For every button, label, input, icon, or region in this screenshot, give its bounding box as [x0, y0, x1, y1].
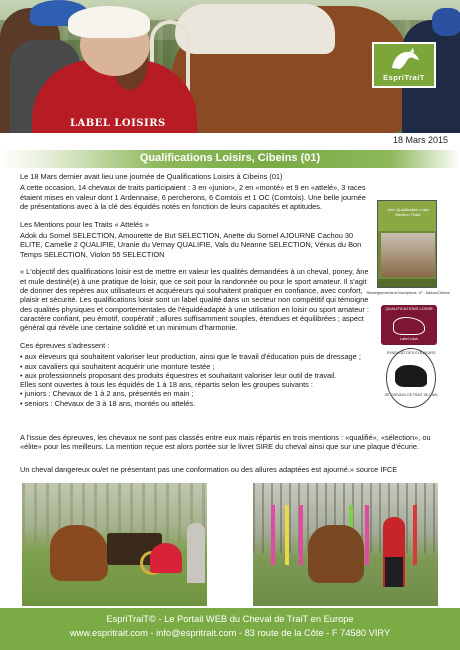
judge-person	[187, 523, 205, 583]
poster-title: 1ère Qualification Loisir Mention Traits	[387, 207, 429, 217]
intro-paragraph: Le 18 Mars dernier avait lieu une journée de Qualifications Loisirs à Cibeins (01)	[20, 172, 283, 181]
course-pole	[299, 505, 303, 565]
logo-text: EspriTraiT	[383, 73, 425, 82]
objective-paragraph: « L'objectif des qualifications loisir est de mettre en valeur les qualités demandées à un cheval, poney, âne et mule destiné(e) à une pratique de loisir, que ce soit pour la randonnée ou pour le sport amateur. Il s'agit de donner des repères aux utilisateurs et acquéreurs qui souhaitent pratiquer en confiance, avec confort, plaisir et sécurité. Les qualifications loisir sont un label qualité dans un secteur non compétitif qui témoigne des qualités physiques et comportementales de l'équidéadapté à une utilisation en loisir ou sport amateur : caractère confiant, peu émotif, coopératif ; allures suffisamment souples, étendues et équilibrées ; aspect général qui révèle une certaine solidité et un minimum d'harmonie.	[20, 267, 369, 333]
black-horse-icon	[395, 365, 427, 387]
loisir-badge-title: QUALIFICATIONS LOISIR	[385, 306, 433, 311]
handler-legs	[385, 557, 403, 587]
red-umbrella	[150, 543, 182, 573]
brown-horse	[308, 525, 364, 583]
poster-photo	[381, 233, 435, 277]
course-pole	[285, 505, 289, 565]
loisir-badge-sub: Label Loisir	[400, 337, 418, 341]
syndicat-bottom-text: DE CHEVAUX DE TRAIT DE L'AIN	[384, 393, 438, 397]
group-item: • juniors : Chevaux de 1 à 2 ans, présentés en main ;	[20, 389, 194, 399]
poster-caption: Renseignements et inscriptions : IF - Mâcon/Cibeins	[366, 291, 450, 295]
outcome-paragraph: A l'issue des épreuves, les chevaux ne sont pas classés entre eux mais répartis en trois mentions : «qualifié», «sélection», ou «élite» pour les meilleurs. La mention reçue est alors portée sur le livret SIRE du cheval ainsi que sur une plaque d'écurie.	[20, 433, 431, 452]
group-item: • seniors : Chevaux de 3 à 18 ans, montés ou attelés.	[20, 398, 196, 408]
horse-outline-icon	[393, 317, 425, 335]
chestnut-horse	[50, 525, 108, 581]
mentions-list: Adok du Sornel SELECTION, Amourette de But SELECTION, Anette du Sornel AJOURNE Cachou 30 ELITE, Camelie 2 QUALIFIE, Uranie du Vernay QUALIFIE, Vals du Neanne SELECTION, Vénus du Bon Temps SELECTION, Violon 55 SELECTION	[20, 230, 362, 259]
article-body	[20, 172, 372, 408]
addressed-intro: Ces épreuves s'adressent :	[20, 340, 110, 350]
participation-paragraph: A cette occasion, 14 chevaux de traits participaient : 3 en «junior», 2 en «monté» et 9 en «attelé», 3 races étaient mises en valeur dont 1 Ardennaise, 6 percherons, 6 Comtois et 1 OC (Comtois). Une belle journée de présentations avec à la clé des équidés notés en fonction de leurs capacités et aptitudes.	[20, 183, 366, 211]
qualifications-loisir-badge	[381, 305, 437, 345]
footer	[0, 608, 460, 650]
course-pole	[413, 505, 417, 565]
syndicat-logo	[383, 345, 439, 411]
addressed-item: • aux éleveurs qui souhaitent valoriser leur production, ainsi que le travail d'éducation puis de dressage ;	[20, 352, 361, 362]
event-poster	[377, 200, 437, 288]
danger-paragraph: Un cheval dangereux ou/et ne présentant pas une conformation ou des allures adaptées est ajourné.» source IFCE	[20, 465, 398, 474]
footer-contact[interactable]: www.espritrait.com - info@espritrait.com - 83 route de la Côte - F 74580 VIRY	[69, 628, 391, 638]
syndicat-top-text: SYNDICAT DES ELEVEURS	[386, 351, 436, 355]
obstacle-course-photo	[253, 483, 438, 606]
article-date: 18 Mars 2015	[392, 135, 448, 145]
addressed-item: • aux professionnels proposant des produits équestres et souhaitant valoriser leur outil de travail.	[20, 370, 337, 380]
poster-footer	[378, 279, 437, 288]
carriage-photo	[22, 483, 207, 606]
jacket-label-text: LABEL LOISIRS	[70, 118, 166, 129]
horse-logo-icon	[388, 48, 422, 72]
addressed-item: • aux cavaliers qui souhaitent acquérir une monture testée ;	[20, 361, 215, 371]
course-pole	[365, 505, 369, 565]
footer-tagline: EspriTraiT© - Le Portail WEB du Cheval de TraiT en Europe	[106, 614, 354, 624]
article-title: Qualifications Loisirs, Cibeins (01)	[139, 152, 321, 164]
person-right-cap	[432, 8, 460, 36]
espritrait-logo[interactable]	[372, 42, 436, 88]
white-cap	[68, 6, 150, 38]
course-pole	[271, 505, 275, 565]
title-banner	[0, 150, 460, 168]
date-row	[0, 133, 460, 149]
horse-mane	[175, 4, 335, 54]
mentions-heading: Les Mentions pour les Traits « Attelés »	[20, 219, 149, 229]
open-to-text: Elles sont ouvertes à tous les équidés de 1 à 18 ans, répartis selon les groupes suivants :	[20, 380, 313, 390]
